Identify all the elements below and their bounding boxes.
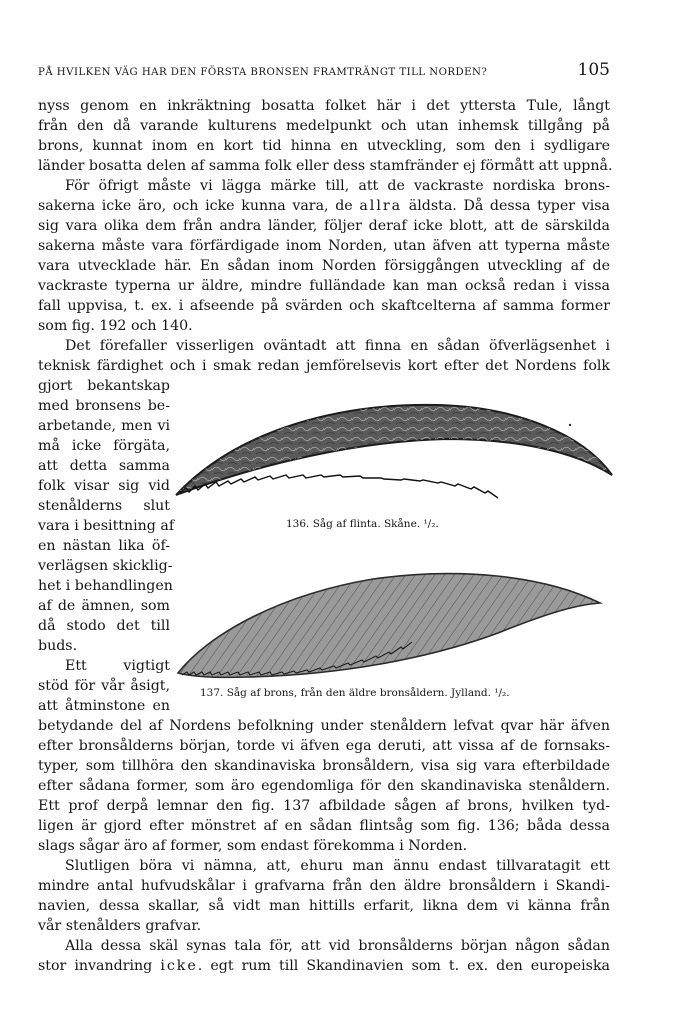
- text-line: betydande del af Nordens befolkning under stenåldern lefvat qvar här äfven: [38, 718, 610, 734]
- text-line: buds.: [38, 638, 78, 654]
- text-line: folk visar sig vid: [38, 478, 170, 494]
- figure-137-caption: 137. Såg af brons, från den äldre bronsåldern. Jylland. ¹/₂.: [200, 687, 510, 699]
- emphasized-word: allra: [359, 198, 403, 214]
- text-line: nyss genom en inkräktning bosatta folket här i det yttersta Tule, långt: [38, 98, 610, 114]
- text-line: att åtminstone en: [38, 698, 170, 714]
- text-line: må icke förgäta,: [38, 438, 170, 454]
- page-header: [38, 60, 610, 80]
- text-line: gjort bekantskap: [38, 378, 170, 394]
- text-line: efter sådana former, som äro egendomliga för den skandinaviska stenåldern.: [38, 778, 610, 794]
- running-head: PÅ HVILKEN VÄG HAR DEN FÖRSTA BRONSEN FRAMTRÄNGT TILL NORDEN?: [38, 67, 488, 78]
- text-line: stenålderns slut: [38, 498, 170, 514]
- text-line: Slutligen böra vi nämna, att, ehuru man ännu endast tillvaratagit ett: [65, 858, 610, 874]
- figure-136-caption: 136. Såg af flinta. Skåne. ¹/₂.: [286, 518, 439, 530]
- text-line: sakerna måste vara förfärdigade inom Norden, utan äfven att typerna måste: [38, 238, 610, 254]
- text-line: Ett prof derpå lemnar den fig. 137 afbildade sågen af brons, hvilken tyd-: [38, 798, 610, 814]
- text-line: arbetande, men vi: [38, 418, 170, 434]
- text-line: stöd för vår åsigt,: [38, 678, 170, 694]
- text-line: då stodo det till: [38, 618, 170, 634]
- text-line: typer, som tillhöra den skandinaviska bronsåldern, visa sig vara efterbildade: [38, 758, 610, 774]
- text-line: vara i besittning af: [38, 518, 175, 534]
- text-line: mindre antal hufvudskålar i grafvarna från den äldre bronsåldern i Skandi-: [38, 878, 610, 894]
- text-line: af de ämnen, som: [38, 598, 170, 614]
- text-segment: stor invandring: [38, 958, 161, 974]
- text-line: Ett vigtigt: [65, 658, 170, 674]
- text-line: vår stenålders grafvar.: [38, 918, 202, 934]
- emphasized-word: icke: [160, 958, 198, 974]
- text-line: Alla dessa skäl synas tala för, att vid bronsålderns början någon sådan: [65, 938, 610, 954]
- flint-saw-illustration: [170, 395, 618, 515]
- text-line: navien, dessa skallar, så vidt man hittills erfarit, likna dem vi känna från: [38, 898, 610, 914]
- text-line: fall uppvisa, t. ex. i afseende på svärden och skaftcelterna af samma former: [38, 298, 610, 314]
- text-line: länder bosatta delen af samma folk eller dess stamfränder ej förmått att uppnå.: [38, 158, 613, 174]
- text-line: en nästan lika öf-: [38, 538, 170, 554]
- text-line: slags sågar äro af former, som endast förekomma i Norden.: [38, 838, 468, 854]
- text-segment: äldsta. Då dessa typer visa: [402, 198, 610, 214]
- text-line: från den då varande kulturens medelpunkt och utan inhemsk tillgång på: [38, 118, 610, 134]
- text-line: sig vara olika dem från andra länder, följer deraf icke blott, att de särskilda: [38, 218, 610, 234]
- text-line: För öfrigt måste vi lägga märke till, att de vackraste nordiska brons-: [65, 178, 610, 194]
- text-line: het i behandlingen: [38, 578, 173, 594]
- text-line: att detta samma: [38, 458, 170, 474]
- text-line: som fig. 192 och 140.: [38, 318, 193, 334]
- text-segment: . egt rum till Skandinavien som t. ex. den europeiska: [197, 958, 610, 974]
- text-line: [38, 956, 610, 976]
- specks: [569, 424, 571, 426]
- figure-136-flint-saw: [170, 395, 618, 515]
- text-line: efter bronsålderns början, torde vi äfven ega deruti, att vissa af de fornsaks-: [38, 738, 610, 754]
- text-line: Det förefaller visserligen oväntadt att finna en sådan öfverlägsenhet i: [65, 338, 610, 354]
- figure-137-bronze-saw: [168, 565, 608, 683]
- text-line: vara utvecklade här. En sådan inom Norden försiggången utveckling af de: [38, 258, 610, 274]
- text-line: ligen är gjord efter mönstret af en sådan flintsåg som fig. 136; båda dessa: [38, 818, 610, 834]
- page-number: 105: [577, 60, 610, 80]
- text-line: verlägsen skicklig-: [38, 558, 173, 574]
- text-line: med bronsens be-: [38, 398, 170, 414]
- bronze-saw-illustration: [168, 565, 608, 683]
- text-line: [38, 196, 610, 216]
- text-line: vackraste typerna ur äldre, mindre fulländade kan man också redan i vissa: [38, 278, 610, 294]
- text-line: teknisk färdighet och i smak redan jemförelsevis kort efter det Nordens folk: [38, 358, 610, 374]
- bronze-saw-hatching: [178, 574, 600, 678]
- text-segment: sakerna icke äro, och icke kunna vara, de: [38, 198, 360, 214]
- text-line: brons, kunnat inom en kort tid hinna en utveckling, som den i sydligare: [38, 138, 610, 154]
